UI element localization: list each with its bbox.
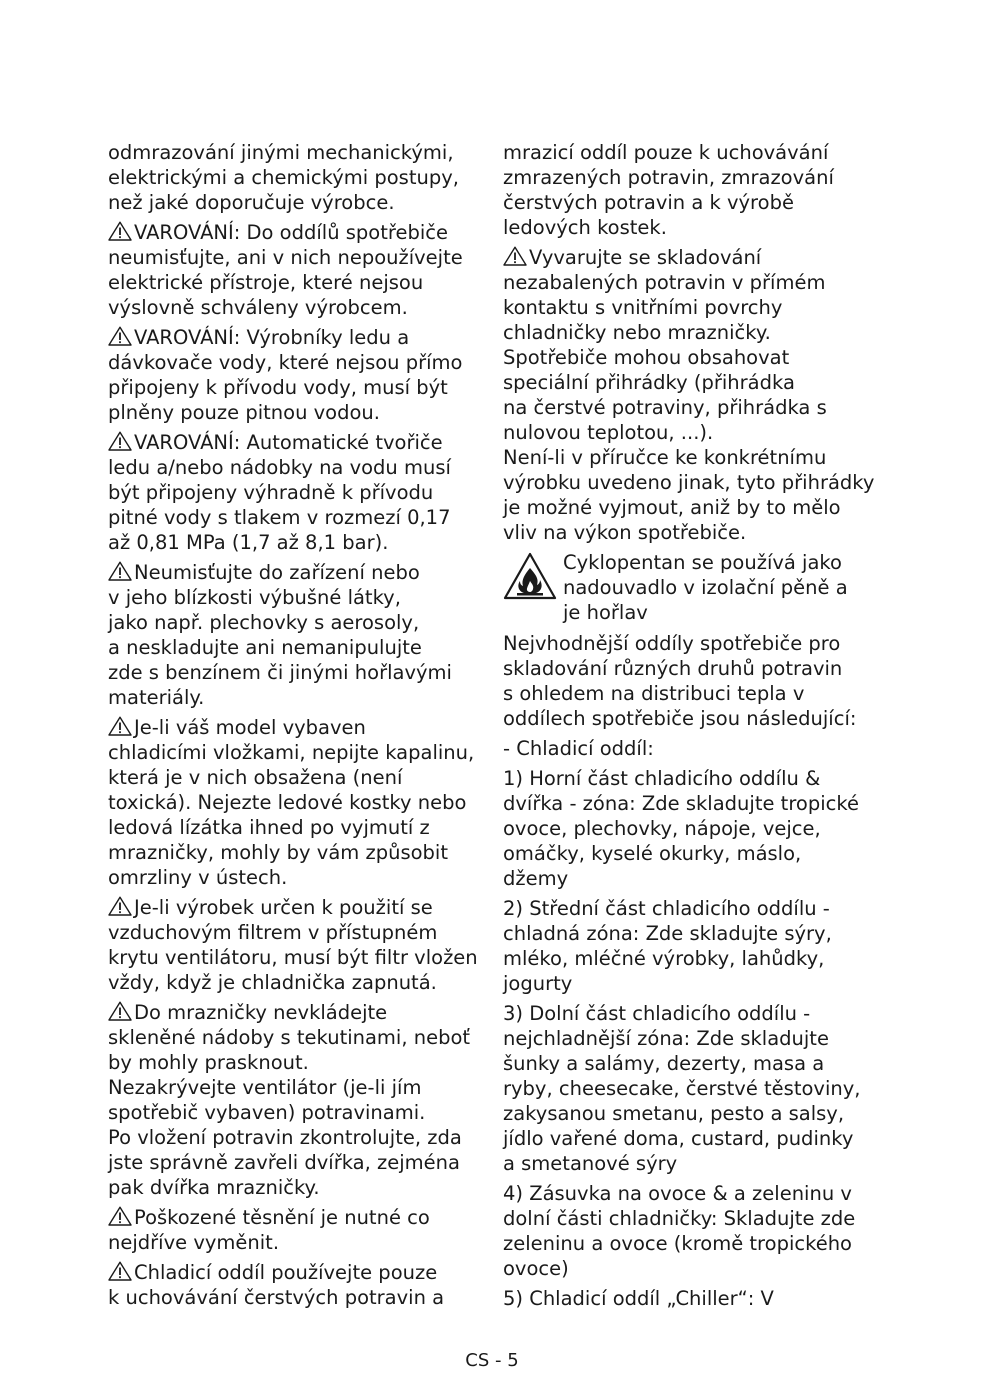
warning-triangle-icon [108, 1206, 132, 1226]
paragraph-text: Poškozené těsnění je nutné co nejdříve vyměnit. [108, 1206, 430, 1254]
warning-triangle-icon [108, 1261, 132, 1281]
paragraph [503, 140, 883, 240]
paragraph-text: 3) Dolní část chladicího oddílu - nejchladnější zóna: Zde skladujte šunky a salámy, dezerty, masa a ryby, cheesecake, čerstvé těstoviny, zakysanou smetanu, pesto a salsy, jídlo vařené doma, custard, pudinky a smetanové sýry [503, 1002, 861, 1175]
warning-triangle-icon [108, 326, 132, 346]
paragraph [503, 1181, 883, 1281]
warning-paragraph [108, 1000, 480, 1200]
paragraph-text: odmrazování jinými mechanickými, elektrickými a chemickými postupy, než jaké doporučuje výrobce. [108, 141, 459, 214]
right-column [503, 140, 883, 1316]
paragraph-text: Nejvhodnější oddíly spotřebiče pro skladování různých druhů potravin s ohledem na distribuci tepla v oddílech spotřebiče jsou následující: [503, 632, 857, 730]
warning-triangle-icon [108, 716, 132, 736]
paragraph [108, 140, 480, 215]
paragraph-text: VAROVÁNÍ: Automatické tvořiče ledu a/nebo nádobky na vodu musí být připojeny výhradně k přívodu pitné vody s tlakem v rozmezí 0,17 až 0,81 MPa (1,7 až 8,1 bar). [108, 431, 451, 554]
paragraph [503, 736, 883, 761]
page-number: CS - 5 [465, 1350, 519, 1371]
paragraph-text: VAROVÁNÍ: Výrobníky ledu a dávkovače vody, které nejsou přímo připojeny k přívodu vody, musí být plněny pouze pitnou vodou. [108, 326, 463, 424]
paragraph [503, 1001, 883, 1176]
paragraph [503, 1286, 883, 1311]
warning-paragraph [108, 1205, 480, 1255]
warning-triangle-icon [108, 431, 132, 451]
paragraph-text: Vyvarujte se skladování nezabalených potravin v přímém kontaktu s vnitřními povrchy chladničky nebo mrazničky. Spotřebiče mohou obsahovat speciální přihrádky (přihrádka na čerstvé potraviny, přihrádka s nulovou teplotou, ...). Není-li v příručce ke konkrétnímu výrobku uvedeno jinak, tyto přihrádky je možné vyjmout, aniž by to mělo vliv na výkon spotřebiče. [503, 246, 875, 544]
warning-triangle-icon [108, 1001, 132, 1021]
warning-triangle-icon [108, 221, 132, 241]
paragraph-text: Do mrazničky nevkládejte skleněné nádoby s tekutinami, neboť by mohly prasknout. Nezakrývejte ventilátor (je-li jím spotřebič vybaven) potravinami. Po vložení potravin zkontrolujte, zda jste správně zavřeli dvířka, zejména pak dvířka mrazničky. [108, 1001, 471, 1199]
warning-paragraph [108, 560, 480, 710]
paragraph-text: 2) Střední část chladicího oddílu - chladná zóna: Zde skladujte sýry, mléko, mléčné výrobky, lahůdky, jogurty [503, 897, 832, 995]
paragraph [503, 766, 883, 891]
warning-triangle-icon [108, 896, 132, 916]
warning-paragraph [108, 895, 480, 995]
paragraph-text: 4) Zásuvka na ovoce & a zeleninu v dolní části chladničky: Skladujte zde zeleninu a ovoce (kromě tropického ovoce) [503, 1182, 856, 1280]
paragraph-text: Neumisťujte do zařízení nebo v jeho blízkosti výbušné látky, jako např. plechovky s aerosoly, a neskladujte ani nemanipulujte zde s benzínem či jinými hořlavými materiály. [108, 561, 452, 709]
warning-paragraph [108, 1260, 480, 1310]
warning-paragraph [108, 715, 480, 890]
warning-paragraph [503, 245, 883, 545]
warning-triangle-icon [108, 561, 132, 581]
paragraph-text: Chladicí oddíl používejte pouze k uchovávání čerstvých potravin a [108, 1261, 445, 1309]
warning-triangle-icon [503, 246, 527, 266]
warning-paragraph [108, 325, 480, 425]
flammable-notice [503, 550, 883, 625]
flammable-notice-text: Cyklopentan se používá jako nadouvadlo v izolační pěně a je hořlav [563, 551, 848, 624]
paragraph [503, 631, 883, 731]
flammable-warning-icon [503, 552, 557, 600]
paragraph-text: Je-li výrobek určen k použití se vzduchovým filtrem v přístupném krytu ventilátoru, musí být filtr vložen vždy, když je chladnička zapnutá. [108, 896, 478, 994]
paragraph-text: mrazicí oddíl pouze k uchovávání zmrazených potravin, zmrazování čerstvých potravin a k výrobě ledových kostek. [503, 141, 834, 239]
paragraph-text: 1) Horní část chladicího oddílu & dvířka - zóna: Zde skladujte tropické ovoce, plechovky, nápoje, vejce, omáčky, kyselé okurky, máslo, džemy [503, 767, 859, 890]
right-column-bottom [503, 631, 883, 1311]
left-column [108, 140, 480, 1315]
paragraph [503, 896, 883, 996]
warning-paragraph [108, 220, 480, 320]
warning-paragraph [108, 430, 480, 555]
paragraph-text: Je-li váš model vybaven chladicími vložkami, nepijte kapalinu, která je v nich obsažena (není toxická). Nejezte ledové kostky nebo ledová lízátka ihned po vyjmutí z mrazničky, mohly by vám způsobit omrzliny v ústech. [108, 716, 475, 889]
paragraph-text: - Chladicí oddíl: [503, 737, 654, 760]
paragraph-text: VAROVÁNÍ: Do oddílů spotřebiče neumisťujte, ani v nich nepoužívejte elektrické přístroje, které nejsou výslovně schváleny výrobcem. [108, 221, 463, 319]
paragraph-text: 5) Chladicí oddíl „Chiller“: V [503, 1287, 774, 1310]
right-column-top [503, 140, 883, 545]
